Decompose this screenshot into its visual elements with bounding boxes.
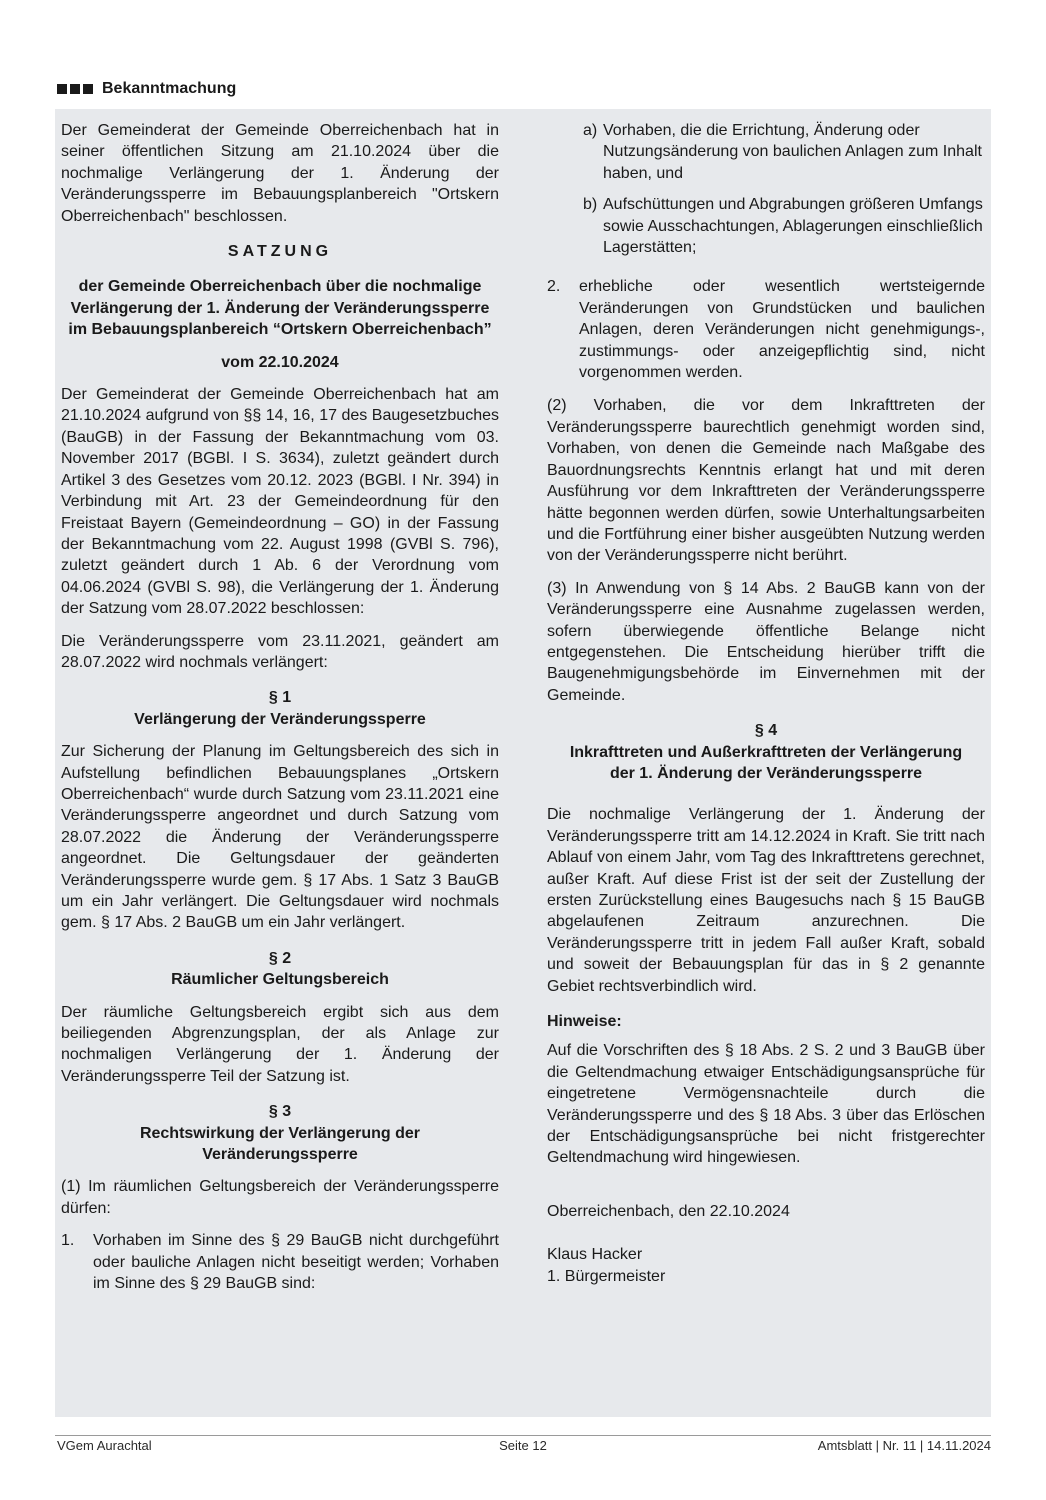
signature-role: 1. Bürgermeister	[547, 1267, 666, 1285]
square-icon	[70, 84, 80, 94]
left-column	[61, 120, 499, 1307]
footer-page-number: Seite 12	[499, 1438, 547, 1453]
sub-list-text: Aufschüttungen und Abgrabungen größeren Umfangs sowie Ausschachtungen, Ablagerungen einschließlich Lagerstätten;	[603, 196, 983, 257]
section-3-paragraph-1: (1) Im räumlichen Geltungsbereich der Veränderungssperre dürfen:	[61, 1178, 499, 1217]
list-item-number: 1.	[61, 1232, 75, 1250]
satzung-title: der Gemeinde Oberreichenbach über die nochmalige Verlängerung der 1. Änderung der Veränderungssperre im Bebauungsplanbereich “Ortskern Oberreichenbach”	[68, 278, 492, 339]
section-2-text: Der räumliche Geltungsbereich ergibt sich aus dem beiliegenden Abgrenzungsplan, der als Anlage zur nochmaligen Verlängerung der 1. Änderung der Veränderungssperre Teil der Satzung ist.	[61, 1003, 499, 1085]
extension-paragraph: Die Veränderungssperre vom 23.11.2021, geändert am 28.07.2022 wird nochmals verlängert:	[61, 632, 499, 671]
sub-list-item	[583, 194, 985, 258]
section-2-number: § 2	[268, 949, 292, 967]
section-2-title: Räumlicher Geltungsbereich	[171, 971, 389, 989]
footer-publisher: VGem Aurachtal	[57, 1438, 152, 1453]
satzung-heading: SATZUNG	[227, 243, 333, 261]
section-4-number: § 4	[754, 722, 778, 740]
sub-list-label: a)	[583, 122, 598, 139]
section-1-text: Zur Sicherung der Planung im Geltungsbereich des sich in Aufstellung befindlichen Bebauungsplanes „Ortskern Oberreichenbach“ wurde durch Satzung vom 23.11.2021 eine Veränderungssperre angeordnet und durch Satzung vom 28.07.2022 die Änderung der Veränderungssperre angeordnet. Die Geltungsdauer der geänderten Veränderungssperre wurde gem. § 17 Abs. 1 Satz 3 BauGB um ein Jahr verlängert. Die Geltungsdauer wird nochmals gem. § 17 Abs. 2 BauGB um ein Jahr verlängert.	[61, 743, 499, 932]
signature-name: Klaus Hacker	[547, 1246, 643, 1264]
section-3-title-line-1: Rechtswirkung der Verlängerung der	[139, 1124, 421, 1142]
right-column	[547, 120, 985, 1287]
list-item	[547, 276, 985, 383]
list-item-text: Vorhaben im Sinne des § 29 BauGB nicht durchgeführt oder bauliche Anlagen nicht beseitigt werden; Vorhaben im Sinne des § 29 BauGB sind:	[93, 1232, 499, 1293]
sub-list-text: Vorhaben, die die Errichtung, Änderung oder Nutzungsänderung von baulichen Anlagen zum Inhalt haben, und	[603, 122, 982, 182]
section-title: Bekanntmachung	[102, 80, 237, 97]
list-item-number: 2.	[547, 278, 561, 296]
footer-divider	[55, 1435, 991, 1436]
section-1-number: § 1	[268, 689, 292, 707]
list-item-text: erhebliche oder wesentlich wertsteigernde Veränderungen von Grundstücken und baulichen Anlagen, deren Veränderungen nicht genehmigungs-, zustimmungs- oder anzeigepflichtig sind, nicht vorgenommen werden.	[579, 278, 985, 382]
section-3-paragraph-3: (3) In Anwendung von § 14 Abs. 2 BauGB kann von der Veränderungssperre eine Ausnahme zugelassen werden, sofern überwiegende öffentliche Belange nicht entgegenstehen. Die Entscheidung hierüber trifft die Baugenehmigungsbehörde im Einvernehmen mit der Gemeinde.	[547, 579, 985, 704]
footer-issue: Amtsblatt | Nr. 11 | 14.11.2024	[817, 1438, 991, 1453]
square-icon	[57, 84, 67, 94]
section-header	[57, 78, 236, 100]
intro-paragraph: Der Gemeinderat der Gemeinde Oberreichenbach hat in seiner öffentlichen Sitzung am 21.10.2024 über die nochmalige Verlängerung der 1. Änderung der Veränderungssperre im Bebauungsplanbereich "Ortskern Oberreichenbach" beschlossen.	[61, 122, 499, 225]
section-4-title-line-1: Inkrafttreten und Außerkrafttreten der Verlängerung	[569, 743, 963, 761]
preamble-paragraph: Der Gemeinderat der Gemeinde Oberreichenbach hat am 21.10.2024 aufgrund von §§ 14, 16, 17 des Baugesetzbuches (BauGB) in der Fassung der Bekanntmachung vom 03. November 2017 (BGBl. I S. 3634), zuletzt geändert durch Artikel 3 des Gesetzes vom 20.12. 2023 (BGBl. I Nr. 394) in Verbindung mit Art. 23 der Gemeindeordnung für den Freistaat Bayern (Gemeindeordnung – GO) in der Fassung der Bekanntmachung vom 22. August 1998 (GVBl S. 796), zuletzt geändert durch 1 Ab. 6 der Verordnung vom 04.06.2024 (GVBl S. 98), die Verlängerung der 1. Änderung der Satzung vom 28.07.2022 beschlossen:	[61, 386, 499, 618]
sub-list-item	[583, 120, 985, 184]
section-4-title-line-2: der 1. Änderung der Veränderungssperre	[609, 764, 923, 782]
signature-place-date: Oberreichenbach, den 22.10.2024	[547, 1202, 790, 1220]
sub-list-label: b)	[583, 196, 598, 214]
section-1-title: Verlängerung der Veränderungssperre	[134, 710, 426, 728]
section-3-number: § 3	[268, 1103, 292, 1121]
section-3-title-line-2: Veränderungssperre	[202, 1146, 358, 1164]
hinweise-heading: Hinweise:	[547, 1013, 622, 1031]
section-4-text: Die nochmalige Verlängerung der 1. Änderung der Veränderungssperre tritt am 14.12.2024 in Kraft. Sie tritt nach Ablauf von einem Jahr, vom Tag des Inkrafttretens gerechnet, außer Kraft. Auf diese Frist ist der seit der Zustellung der ersten Zurückstellung eines Baugesuchs nach § 15 BauGB abgelaufenen Zeitraum anzurechnen. Die Veränderungssperre tritt in jedem Fall außer Kraft, sobald und soweit der Bebauungsplan für das in § 2 genannte Gebiet rechtsverbindlich wird.	[547, 806, 985, 995]
hinweise-text: Auf die Vorschriften des § 18 Abs. 2 S. 2 und 3 BauGB über die Geltendmachung etwaiger Entschädigungsansprüche für eingetretene Vermögensnachteile durch die Veränderungssperre und des § 18 Abs. 3 über das Erlöschen der Entschädigungsansprüche bei nicht fristgerechter Geltendmachung wird hingewiesen.	[547, 1042, 985, 1167]
square-icon	[83, 84, 93, 94]
section-3-paragraph-2: (2) Vorhaben, die vor dem Inkrafttreten der Veränderungssperre baurechtlich genehmigt worden sind, Vorhaben, von denen die Gemeinde nach Maßgabe des Bauordnungsrechts Kenntnis erlangt hat und mit deren Ausführung vor dem Inkrafttreten der Veränderungssperre hätte begonnen werden dürfen, sowie Unterhaltungsarbeiten und die Fortführung einer bisher ausgeübten Nutzung werden von der Veränderungssperre nicht berührt.	[547, 397, 985, 565]
satzung-date: vom 22.10.2024	[221, 353, 339, 371]
list-item	[61, 1230, 499, 1294]
